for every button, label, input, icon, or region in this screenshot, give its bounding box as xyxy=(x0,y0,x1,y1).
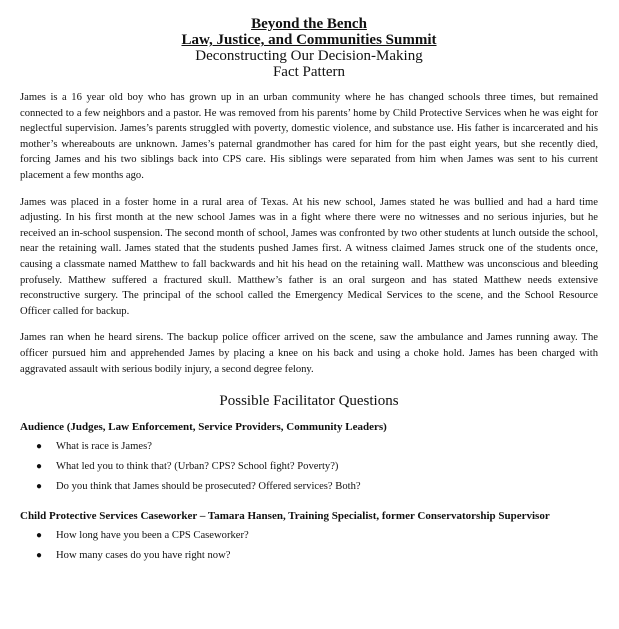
document-page xyxy=(20,16,598,566)
question-item xyxy=(36,437,598,457)
fact-paragraph-1: James is a 16 year old boy who has grown up in an urban community where he has changed schools three times, but remained connected to a few neighbors and a pastor. He was removed from his parents’ home by Child Protective Services when he was eight for neglectful supervision. James’s parents struggled with poverty, domestic violence, and substance use. His father is incarcerated and his mother’s whereabouts are unknown. James’s paternal grandmother has cared for him for the past eight years, but she recently died, forcing James and his two siblings back into CPS care. His siblings were separated from him when James was sent to his current placement a few months ago. xyxy=(20,92,598,181)
section-heading-audience: Audience (Judges, Law Enforcement, Service Providers, Community Leaders) xyxy=(20,421,387,434)
session-title: Deconstructing Our Decision-Making xyxy=(195,48,423,64)
bullet-icon: ● xyxy=(36,530,43,542)
bullet-icon: ● xyxy=(36,481,43,493)
bullet-icon: ● xyxy=(36,461,43,473)
question-list-audience xyxy=(20,437,598,497)
question-text: How long have you been a CPS Caseworker? xyxy=(56,530,249,542)
fact-paragraph-2: James was placed in a foster home in a rural area of Texas. At his new school, James stated he was bullied and had a hard time adjusting. In his first month at the new school James was in a fight where there were no witnesses and no serious injuries, but he received an in-school suspension. The second month of school, James was confronted by two other students at lunch outside the school, near the retaining wall. James stated that the students pushed James first. A witness claimed James struck one of the students once, causing a classmate named Matthew to fall backwards and hit his head on the retaining wall. Matthew was unconscious and bleeding profusely. Matthew suffered a fractured skull. Matthew’s father is an oral surgeon and has stated Matthew needs extensive reconstructive surgery. The principal of the school called the Emergency Medical Services to the scene, and the School Resource Officer called for backup. xyxy=(20,196,598,317)
questions-heading: Possible Facilitator Questions xyxy=(219,393,399,410)
section-heading-cps: Child Protective Services Caseworker – Tamara Hansen, Training Specialist, former Conservatorship Supervisor xyxy=(20,510,550,523)
event-title: Beyond the Bench xyxy=(251,16,367,32)
question-item xyxy=(36,546,598,566)
summit-title: Law, Justice, and Communities Summit xyxy=(181,32,437,48)
fact-paragraph-3: James ran when he heard sirens. The backup police officer arrived on the scene, saw the ambulance and James running away. The officer pursued him and apprehended James by placing a knee on his back and using a choke hold. James has been charged with aggravated assault with serious bodily injury, a second degree felony. xyxy=(20,332,598,375)
bullet-icon: ● xyxy=(36,550,43,562)
question-text: How many cases do you have right now? xyxy=(56,550,231,562)
question-text: What led you to think that? (Urban? CPS? School fight? Poverty?) xyxy=(56,461,339,473)
question-list-cps xyxy=(20,526,598,566)
section-title: Fact Pattern xyxy=(272,64,346,80)
question-text: Do you think that James should be prosecuted? Offered services? Both? xyxy=(56,481,361,493)
question-item xyxy=(36,477,598,497)
question-text: What is race is James? xyxy=(56,441,152,453)
question-item xyxy=(36,526,598,546)
bullet-icon: ● xyxy=(36,441,43,453)
question-item xyxy=(36,457,598,477)
document-header xyxy=(20,16,598,80)
